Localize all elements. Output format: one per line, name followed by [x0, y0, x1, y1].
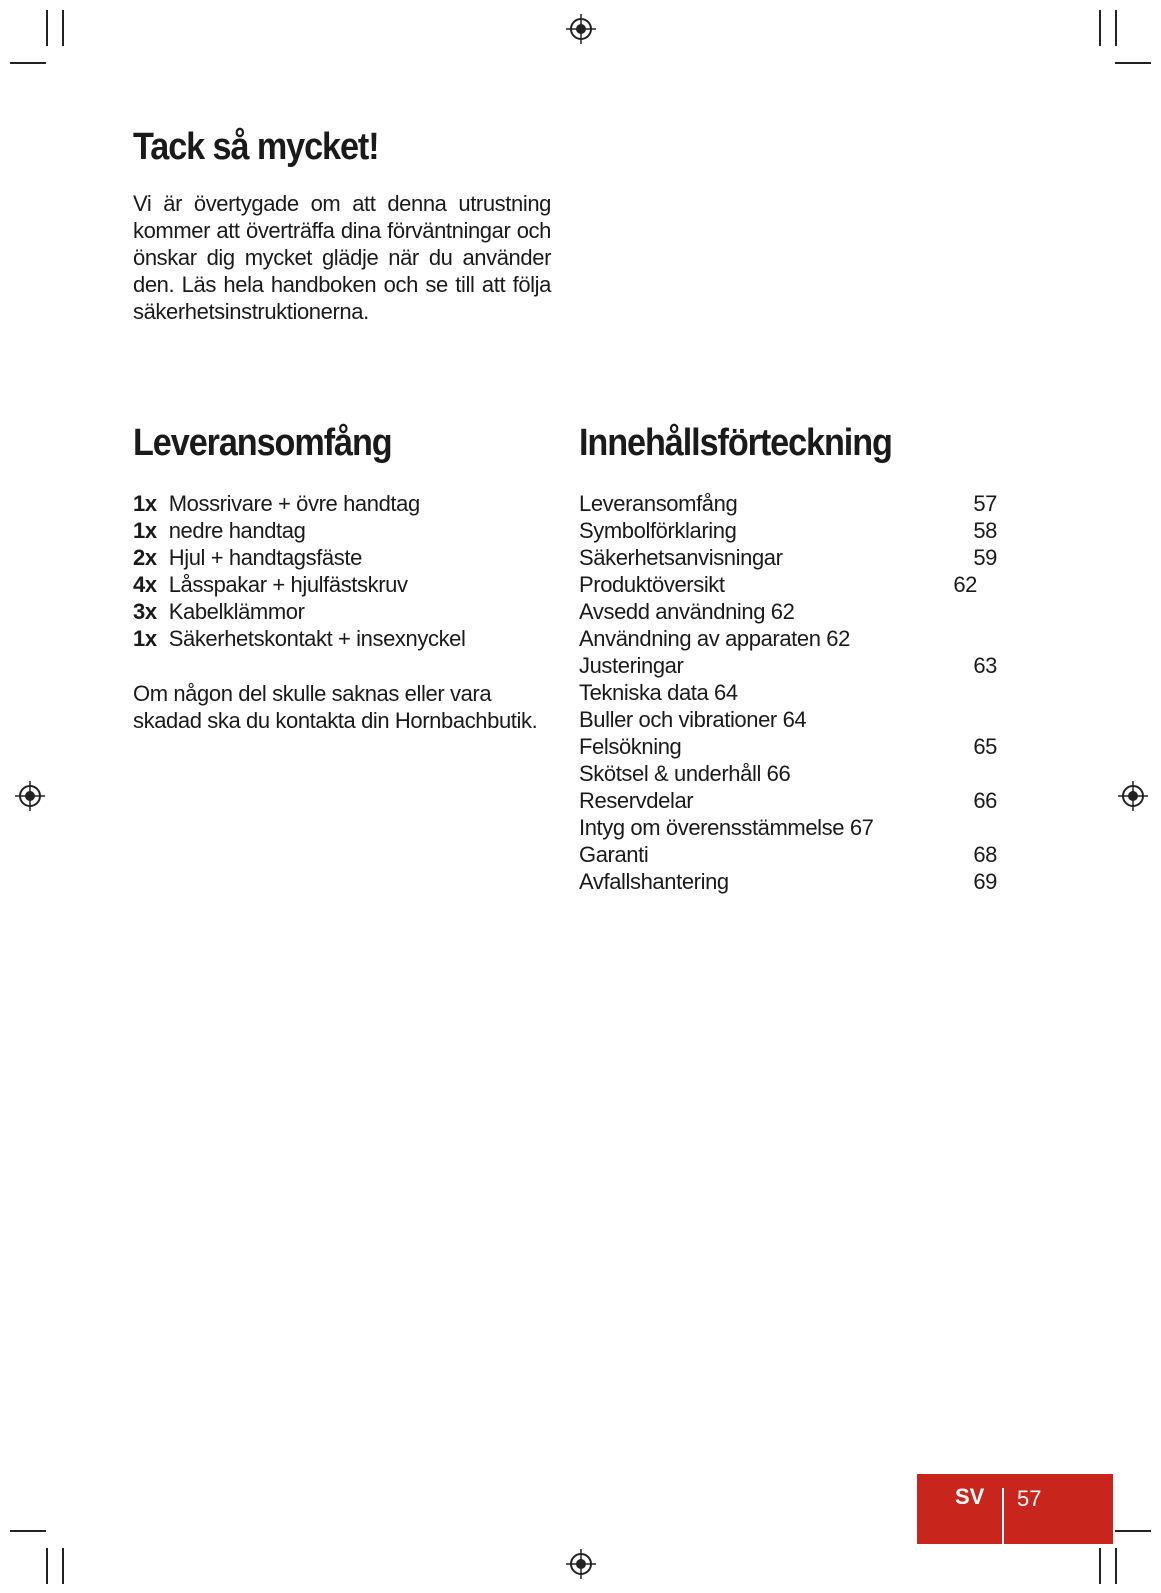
missing-parts-note: Om någon del skulle saknas eller vara skadad ska du kontakta din Hornbachbutik.: [133, 681, 538, 733]
toc-entry[interactable]: [579, 760, 999, 787]
toc-entry[interactable]: [579, 706, 999, 733]
list-item: [133, 544, 466, 571]
toc-label: Buller och vibrationer 64: [579, 707, 807, 732]
item-qty: 1x: [133, 518, 157, 543]
item-label: Mossrivare + övre handtag: [168, 491, 420, 516]
language-code: SV: [955, 1484, 985, 1509]
item-label: nedre handtag: [168, 518, 306, 543]
toc-label: Intyg om överensstämmelse 67: [579, 815, 874, 840]
footer-divider: [1002, 1488, 1004, 1544]
toc-entry[interactable]: [579, 625, 999, 652]
thanks-heading: Tack så mycket!: [133, 126, 379, 168]
toc-page: 57: [973, 491, 997, 516]
item-label: Låsspakar + hjulfästskruv: [168, 572, 408, 597]
toc-page: 63: [973, 653, 997, 678]
toc-entry[interactable]: [579, 733, 999, 760]
list-item: [133, 571, 466, 598]
list-item: [133, 490, 466, 517]
toc-label: Symbolförklaring: [579, 518, 737, 543]
toc-label: Avsedd användning 62: [579, 599, 795, 624]
toc-entry[interactable]: [579, 517, 999, 544]
crop-mark: [62, 10, 64, 46]
toc-heading: Innehållsförteckning: [579, 422, 892, 464]
page-number: 57: [1017, 1486, 1042, 1511]
crop-mark: [46, 10, 48, 46]
thanks-text: [133, 190, 551, 325]
toc-page: 59: [973, 545, 997, 570]
crop-mark: [1099, 1548, 1101, 1584]
page-footer-tab: [917, 1474, 1113, 1544]
crop-mark: [1115, 1548, 1117, 1584]
crop-mark: [1115, 62, 1151, 64]
toc-page: 65: [973, 734, 997, 759]
crop-mark: [1115, 1530, 1151, 1532]
toc-entry[interactable]: [579, 598, 999, 625]
item-label: Hjul + handtagsfäste: [168, 545, 362, 570]
toc-entry[interactable]: [579, 490, 999, 517]
registration-mark-icon: [565, 1548, 597, 1580]
toc-page: 66: [973, 788, 997, 813]
toc-entry[interactable]: [579, 679, 999, 706]
toc-label: Avfallshantering: [579, 869, 729, 894]
toc-entry[interactable]: [579, 787, 999, 814]
toc-entry[interactable]: [579, 571, 999, 598]
scope-heading: Leveransomfång: [133, 422, 392, 464]
toc-list: [579, 490, 999, 895]
crop-mark: [46, 1548, 48, 1584]
toc-label: Användning av apparaten 62: [579, 626, 850, 651]
toc-label: Felsökning: [579, 734, 682, 759]
list-item: [133, 625, 466, 652]
toc-entry[interactable]: [579, 841, 999, 868]
item-qty: 4x: [133, 572, 157, 597]
toc-entry[interactable]: [579, 814, 999, 841]
list-item: [133, 598, 466, 625]
item-qty: 1x: [133, 626, 157, 651]
item-label: Säkerhetskontakt + insexnyckel: [168, 626, 466, 651]
toc-entry[interactable]: [579, 544, 999, 571]
toc-page: 58: [973, 518, 997, 543]
crop-mark: [62, 1548, 64, 1584]
toc-label: Reservdelar: [579, 788, 694, 813]
item-label: Kabelklämmor: [168, 599, 305, 624]
toc-page: 62: [953, 572, 977, 597]
toc-label: Leveransomfång: [579, 491, 738, 516]
toc-label: Produktöversikt: [579, 572, 725, 597]
item-qty: 3x: [133, 599, 157, 624]
toc-entry[interactable]: [579, 652, 999, 679]
item-qty: 2x: [133, 545, 157, 570]
crop-mark: [10, 62, 46, 64]
toc-page: 68: [973, 842, 997, 867]
registration-mark-icon: [1117, 780, 1149, 812]
toc-label: Garanti: [579, 842, 649, 867]
crop-mark: [10, 1530, 46, 1532]
scope-list: [133, 490, 466, 652]
item-qty: 1x: [133, 491, 157, 516]
toc-label: Skötsel & underhåll 66: [579, 761, 791, 786]
crop-mark: [1115, 10, 1117, 46]
toc-label: Tekniska data 64: [579, 680, 738, 705]
crop-mark: [1099, 10, 1101, 46]
toc-page: 69: [973, 869, 997, 894]
toc-label: Säkerhetsanvisningar: [579, 545, 783, 570]
toc-label: Justeringar: [579, 653, 684, 678]
registration-mark-icon: [14, 780, 46, 812]
toc-entry[interactable]: [579, 868, 999, 895]
registration-mark-icon: [565, 13, 597, 45]
list-item: [133, 517, 466, 544]
thanks-paragraph: Vi är övertygade om att denna utrustning kommer att överträffa dina förväntningar och önskar dig mycket glädje när du använder den. Läs hela handboken och se till att följa säkerhetsinstruktionerna.: [133, 191, 551, 324]
